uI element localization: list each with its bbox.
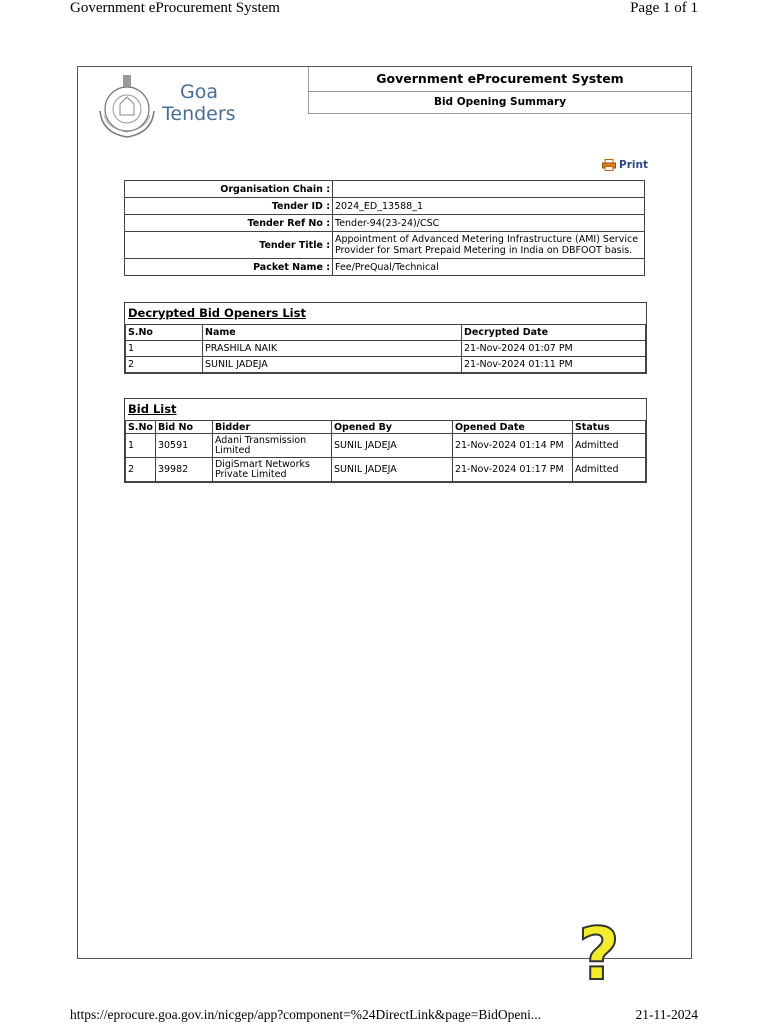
- brand-line2: Tenders: [162, 103, 236, 125]
- table-cell: Admitted: [572, 434, 645, 458]
- section-title: Decrypted Bid Openers List: [128, 306, 306, 320]
- help-question-icon[interactable]: ?: [578, 912, 620, 996]
- table-cell: 30591: [155, 434, 212, 458]
- table-cell: 21-Nov-2024 01:17 PM: [452, 458, 572, 482]
- column-header: Name: [203, 325, 462, 341]
- table-cell: 21-Nov-2024 01:11 PM: [462, 357, 646, 373]
- bid-list-table: [125, 420, 646, 482]
- info-value: Tender-94(23-24)/CSC: [333, 215, 645, 232]
- table-cell: Adani Transmission Limited: [212, 434, 331, 458]
- column-header: S.No: [126, 421, 156, 434]
- column-header: Decrypted Date: [462, 325, 646, 341]
- print-label: Print: [619, 159, 648, 171]
- page-number: Page 1 of 1: [630, 0, 698, 16]
- info-label: Organisation Chain :: [125, 181, 333, 198]
- table-cell: 21-Nov-2024 01:07 PM: [462, 341, 646, 357]
- table-cell: 2: [126, 458, 156, 482]
- section-title: Bid List: [128, 402, 177, 416]
- table-cell: 1: [126, 434, 156, 458]
- table-cell: Admitted: [572, 458, 645, 482]
- info-label: Tender Ref No :: [125, 215, 333, 232]
- table-row: [126, 341, 646, 357]
- table-cell: 21-Nov-2024 01:14 PM: [452, 434, 572, 458]
- info-label: Tender Title :: [125, 232, 333, 259]
- table-cell: PRASHILA NAIK: [203, 341, 462, 357]
- page-header-title: Government eProcurement System: [70, 0, 280, 16]
- decrypted-openers-section: [124, 302, 647, 374]
- info-label: Tender ID :: [125, 198, 333, 215]
- footer-date: 21-11-2024: [635, 1007, 698, 1022]
- info-value: Appointment of Advanced Metering Infrastructure (AMI) Service Provider for Smart Prepaid Metering in India on DBFOOT basis.: [333, 232, 645, 259]
- table-cell: DigiSmart Networks Private Limited: [212, 458, 331, 482]
- table-cell: SUNIL JADEJA: [331, 434, 452, 458]
- brand-line1: Goa: [180, 81, 218, 103]
- info-row: [125, 215, 645, 232]
- column-header: Opened Date: [452, 421, 572, 434]
- table-header-row: [126, 421, 646, 434]
- info-value: [333, 181, 645, 198]
- info-row: [125, 181, 645, 198]
- print-button[interactable]: [602, 159, 648, 171]
- table-row: [126, 434, 646, 458]
- openers-table: [125, 324, 646, 373]
- table-cell: SUNIL JADEJA: [203, 357, 462, 373]
- column-header: S.No: [126, 325, 203, 341]
- tender-info-table: [124, 180, 645, 276]
- document-subtitle: Bid Opening Summary: [308, 92, 691, 114]
- column-header: Opened By: [331, 421, 452, 434]
- table-cell: 2: [126, 357, 203, 373]
- document-frame: [77, 66, 692, 959]
- info-label: Packet Name :: [125, 259, 333, 276]
- info-row: [125, 198, 645, 215]
- emblem-logo: [92, 71, 162, 141]
- document-title: Government eProcurement System: [308, 67, 691, 92]
- info-value: Fee/PreQual/Technical: [333, 259, 645, 276]
- column-header: Status: [572, 421, 645, 434]
- info-row: [125, 259, 645, 276]
- bid-list-section: [124, 398, 647, 483]
- table-cell: SUNIL JADEJA: [331, 458, 452, 482]
- info-value: 2024_ED_13588_1: [333, 198, 645, 215]
- table-row: [126, 458, 646, 482]
- table-cell: 39982: [155, 458, 212, 482]
- footer-url: https://eprocure.goa.gov.in/nicgep/app?component=%24DirectLink&page=BidOpeni...: [70, 1007, 541, 1022]
- table-row: [126, 357, 646, 373]
- printer-icon: [602, 159, 616, 171]
- table-header-row: [126, 325, 646, 341]
- brand-logo-text: [162, 81, 236, 125]
- info-row: [125, 232, 645, 259]
- table-cell: 1: [126, 341, 203, 357]
- column-header: Bidder: [212, 421, 331, 434]
- column-header: Bid No: [155, 421, 212, 434]
